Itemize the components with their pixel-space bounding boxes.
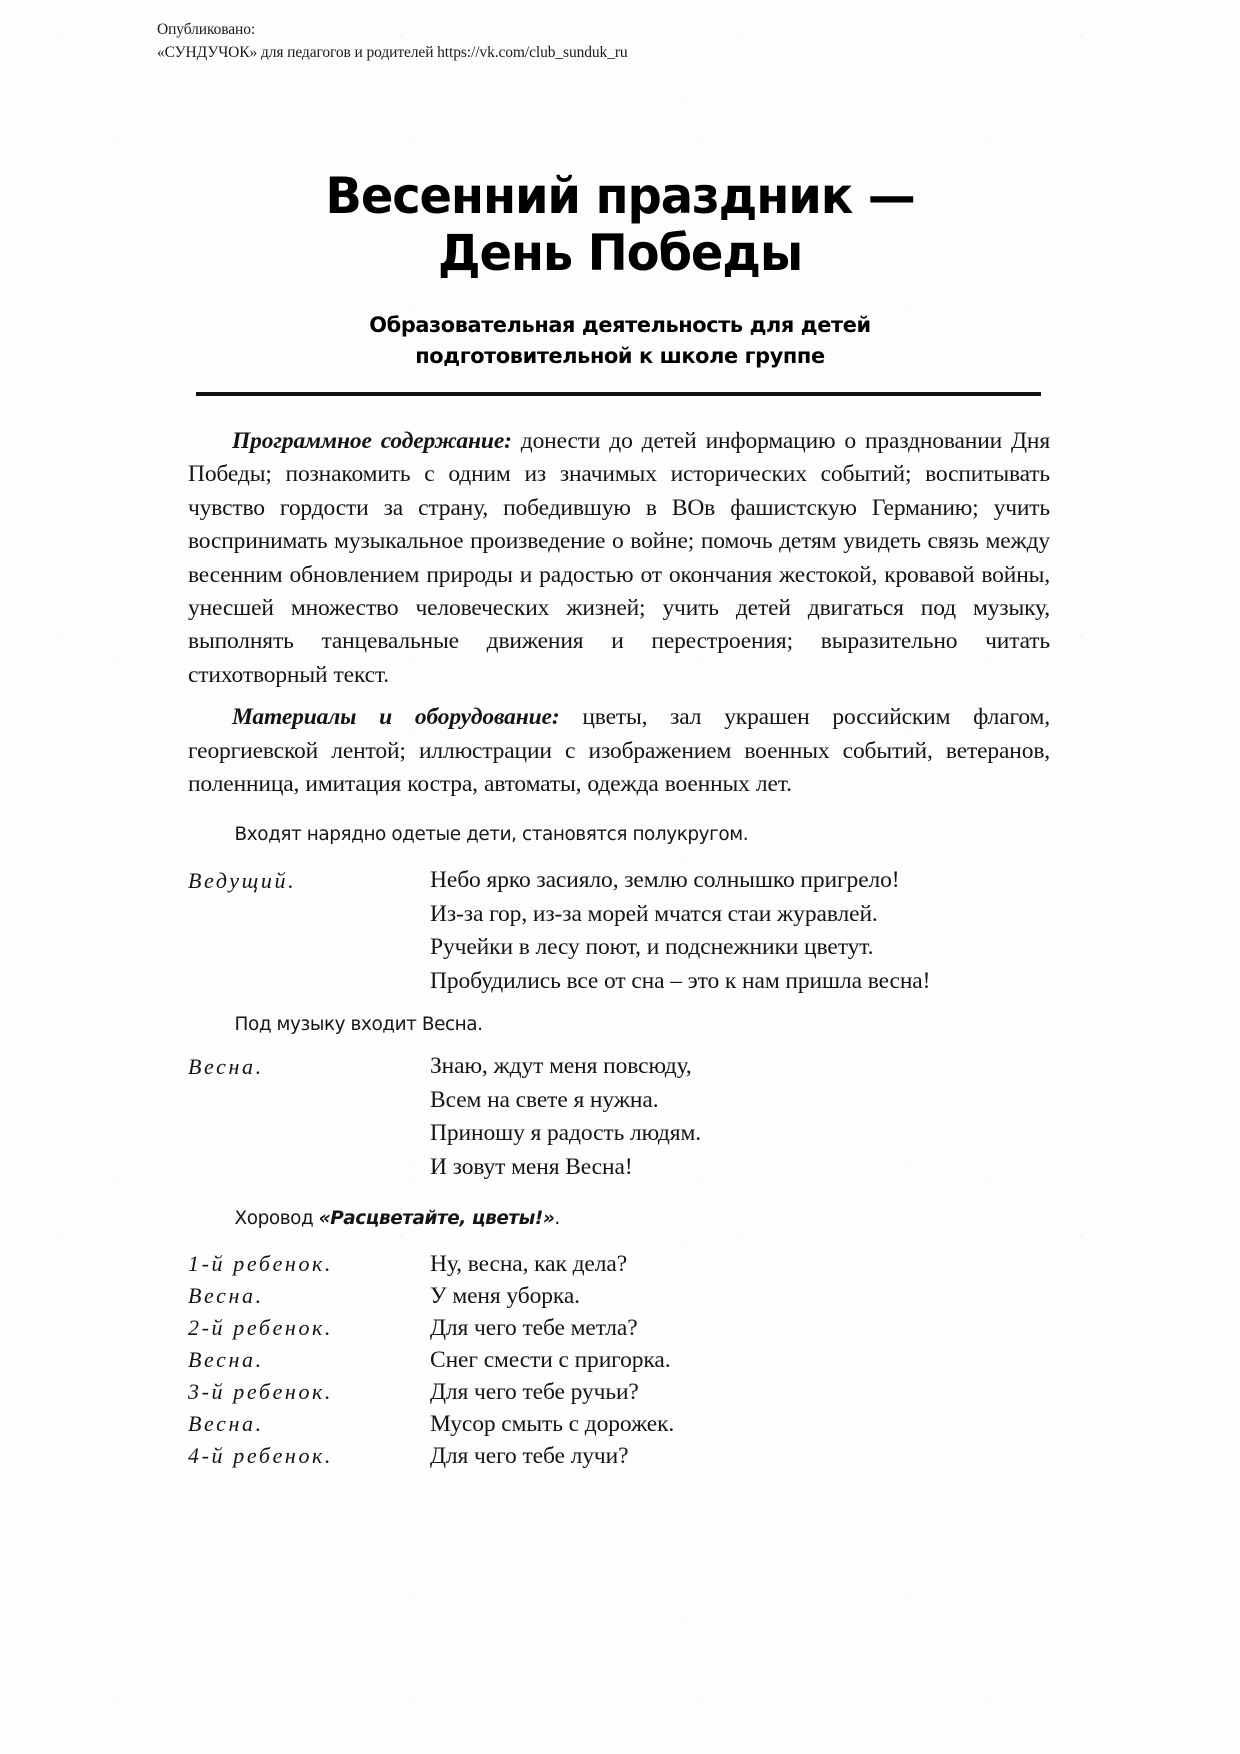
dialogue-row <box>188 1248 1050 1280</box>
dialogue-exchange <box>188 1248 1050 1472</box>
publication-source: «СУНДУЧОК» для педагогов и родителей https://vk.com/club_sunduk_ru <box>157 44 628 61</box>
speech-lines <box>430 864 1050 998</box>
page-title <box>188 168 1052 282</box>
title-line-1: Весенний праздник — <box>325 167 915 225</box>
stage-direction-round-dance <box>188 1204 1024 1232</box>
verse-line: Всем на свете я нужна. <box>430 1086 659 1113</box>
verse-line: Из-за гор, из-за морей мчатся стаи журавлей. <box>430 900 878 927</box>
dialogue-row <box>188 1440 1050 1472</box>
dialogue-row <box>188 1312 1050 1344</box>
paragraph-program-content <box>188 425 1050 692</box>
dialogue-line: Ну, весна, как дела? <box>430 1251 628 1278</box>
speaker-name: 3-й ребенок. <box>188 1379 334 1405</box>
speaker-name: Весна. <box>188 1347 264 1373</box>
speaker-name: Весна. <box>188 1411 264 1437</box>
song-title: «Расцветайте, цветы!» <box>318 1207 555 1230</box>
subtitle-line-2: подготовительной к школе группе <box>415 344 825 369</box>
publication-label: Опубликовано: <box>157 21 256 38</box>
stage-direction-entrance: Входят нарядно одетые дети, становятся полукругом. <box>234 823 749 846</box>
verse-line: Приношу я радость людям. <box>430 1120 701 1147</box>
verse-line: Ручейки в лесу поют, и подснежники цветут. <box>430 934 874 961</box>
verse-line: Пробудились все от сна – это к нам пришла весна! <box>430 967 931 994</box>
dialogue-line: Мусор смыть с дорожек. <box>430 1411 675 1438</box>
dialogue-row <box>188 1344 1050 1376</box>
verse-line: Знаю, ждут меня повсюду, <box>430 1053 692 1080</box>
publication-header <box>157 18 1057 64</box>
title-line-2: День Победы <box>437 224 803 282</box>
speech-block-spring <box>188 1050 1050 1184</box>
speech-block-host <box>188 864 1050 998</box>
dialogue-row <box>188 1408 1050 1440</box>
dialogue-line: Для чего тебе ручьи? <box>430 1379 639 1406</box>
page-subtitle <box>184 310 1057 372</box>
stage-direction-spring-enters: Под музыку входит Весна. <box>234 1013 483 1036</box>
title-block <box>170 168 1070 372</box>
speaker-name: 1-й ребенок. <box>188 1251 334 1277</box>
speaker-name: Ведущий. <box>188 868 297 894</box>
speaker-name: 2-й ребенок. <box>188 1315 334 1341</box>
dialogue-line: Для чего тебе лучи? <box>430 1443 629 1470</box>
dialogue-row <box>188 1280 1050 1312</box>
speaker-name: 4-й ребенок. <box>188 1443 334 1469</box>
paragraph-materials <box>188 701 1050 801</box>
dialogue-line: Снег смести с пригорка. <box>430 1347 671 1374</box>
round-dance-prefix: Хоровод <box>234 1207 319 1230</box>
subtitle-line-1: Образовательная деятельность для детей <box>369 313 871 338</box>
speaker-name: Весна. <box>188 1283 264 1309</box>
header-divider <box>196 392 1041 396</box>
round-dance-suffix: . <box>554 1207 560 1230</box>
document-body <box>188 425 1050 1472</box>
verse-line: Небо ярко засияло, землю солнышко пригрело! <box>430 867 900 894</box>
dialogue-row <box>188 1376 1050 1408</box>
dialogue-line: У меня уборка. <box>430 1283 580 1310</box>
dialogue-line: Для чего тебе метла? <box>430 1315 638 1342</box>
speech-lines <box>430 1050 1050 1184</box>
program-content-label: Программное содержание: <box>232 428 512 454</box>
materials-text: цветы, зал украшен российским флагом, георгиевской лентой; иллюстрации с изображением военных событий, ветеранов, поленница, имитация костра, автоматы, одежда военных лет. <box>188 704 1050 798</box>
program-content-text: донести до детей информацию о праздновании Дня Победы; познакомить с одним из значимых исторических событий; воспитывать чувство гордости за страну, победившую в ВОв фашистскую Германию; учить воспринимать музыкальное произведение о войне; помочь детям увидеть связь между весенним обновлением природы и радостью от окончания жестокой, кровавой войны, унесшей множество человеческих жизней; учить детей двигаться под музыку, выполнять танцевальные движения и перестроения; выразительно читать стихотворный текст. <box>188 428 1050 688</box>
verse-line: И зовут меня Весна! <box>430 1153 633 1180</box>
materials-label: Материалы и оборудование: <box>232 704 560 731</box>
speaker-name: Весна. <box>188 1054 264 1080</box>
